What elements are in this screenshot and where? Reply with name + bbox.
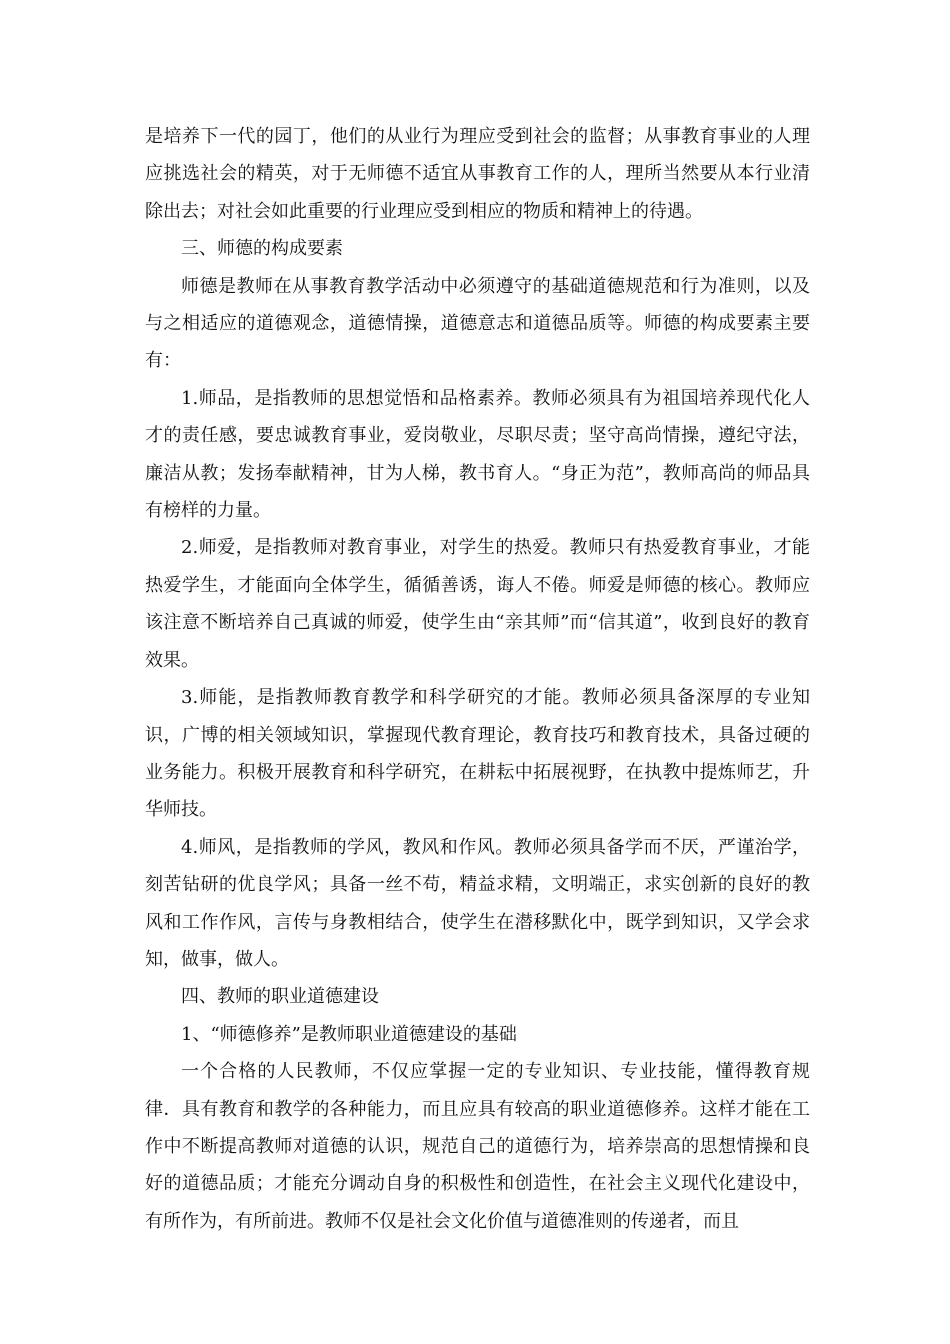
- paragraph-item-4: 4.师风，是指教师的学风，教风和作风。教师必须具备学而不厌，严谨治学，刻苦钻研的优良学风；具备一丝不苟，精益求精，文明端正，求实创新的良好的教风和工作作风，言传与身教相结合，使学生在潜移默化中，既学到知识，又学会求知，做事，做人。: [145, 836, 810, 970]
- section-heading-4: 四、教师的职业道德建设: [181, 986, 379, 1008]
- paragraph-item-3: 3.师能，是指教师教育教学和科学研究的才能。教师必须具备深厚的专业知识，广博的相关领域知识，掌握现代教育理论，教育技巧和教育技术，具备过硬的业务能力。积极开展教育和科学研究，在耕耘中拓展视野，在执教中提炼师艺，升华师技。: [145, 687, 810, 821]
- document-page: [145, 118, 810, 1240]
- paragraph-definition: 师德是教师在从事教育教学活动中必须遵守的基础道德规范和行为准则，以及与之相适应的道德观念，道德情操，道德意志和道德品质等。师德的构成要素主要有：: [145, 275, 810, 372]
- paragraph-item-2: 2.师爱，是指教师对教育事业，对学生的热爱。教师只有热爱教育事业，才能热爱学生，才能面向全体学生，循循善诱，诲人不倦。师爱是师德的核心。教师应该注意不断培养自己真诚的师爱，使学生由“亲其师”而“信其道”，收到良好的教育效果。: [145, 537, 810, 671]
- paragraph-body: 一个合格的人民教师，不仅应掌握一定的专业知识、专业技能，懂得教育规律．具有教育和教学的各种能力，而且应具有较高的职业道德修养。这样才能在工作中不断提高教师对道德的认识，规范自己的道德行为，培养崇高的思想情操和良好的道德品质；才能充分调动自身的积极性和创造性，在社会主义现代化建设中，有所作为，有所前进。教师不仅是社会文化价值与道德准则的传递者，而且: [145, 1061, 810, 1232]
- subsection-heading-1: 1、“师德修养”是教师职业道德建设的基础: [181, 1023, 517, 1045]
- section-heading-3: 三、师德的构成要素: [181, 238, 343, 260]
- paragraph-item-1: 1.师品，是指教师的思想觉悟和品格素养。教师必须具有为祖国培养现代化人才的责任感，要忠诚教育事业，爱岗敬业，尽职尽责；坚守高尚情操，遵纪守法，廉洁从教；发扬奉献精神，甘为人梯，教书育人。“身正为范”，教师高尚的师品具有榜样的力量。: [145, 387, 810, 522]
- paragraph-continuation: 是培养下一代的园丁，他们的从业行为理应受到社会的监督；从事教育事业的人理应挑选社会的精英，对于无师德不适宜从事教育工作的人，理所当然要从本行业清除出去；对社会如此重要的行业理应受到相应的物质和精神上的待遇。: [145, 126, 810, 222]
